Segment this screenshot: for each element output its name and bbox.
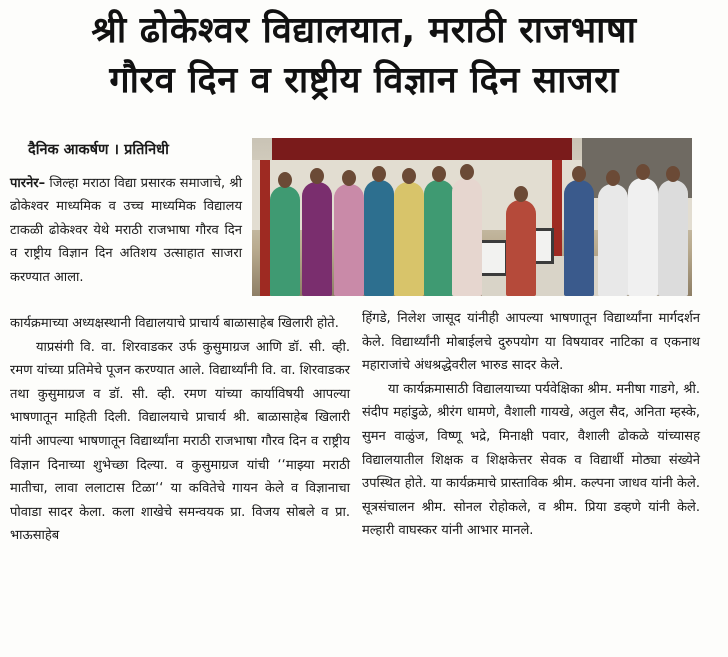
person xyxy=(424,180,454,296)
person-head xyxy=(310,168,324,184)
person-head xyxy=(342,170,356,186)
person xyxy=(506,200,536,296)
headline-line-1: श्री ढोकेश्वर विद्यालयात, मराठी राजभाषा xyxy=(91,10,637,51)
byline: दैनिक आकर्षण । प्रतिनिधी xyxy=(28,142,169,158)
right-body-column xyxy=(362,307,700,543)
person-head xyxy=(402,168,416,184)
person xyxy=(564,180,594,296)
intro-paragraph xyxy=(10,172,242,289)
attendance-paragraph: या कार्यक्रमासाठी विद्यालयाच्या पर्यवेक्षिका श्रीम. मनीषा गाडगे, श्री. संदीप महांडुळे, श्रीरंग धामणे, वैशाली गायखे, अतुल सैद, अनिता म्हस्के, सुमन वाळुंज, विष्णू भद्रे, मिनाक्षी पवार, वैशाली ढोकळे यांच्यासह विद्यालयातील शिक्षक व शिक्षकेत्तर सेवक व विद्यार्थी मोठ्या संख्येने उपस्थित होते. या कार्यक्रमाचे प्रास्ताविक श्रीम. कल्पना जाधव यांनी केले. सूत्रसंचालन श्रीम. सोनल रोहोकले, व श्रीम. प्रिया डव्हणे यांनी केले. मल्हारी वाघस्कर यांनी आभार मानले. xyxy=(362,381,700,539)
person xyxy=(364,180,394,296)
person-head xyxy=(432,166,446,182)
person-head xyxy=(372,166,386,182)
person-head xyxy=(666,166,680,182)
dateline: पारनेर– xyxy=(10,176,46,191)
person xyxy=(598,184,628,296)
person xyxy=(270,186,300,296)
tribute-paragraph: याप्रसंगी वि. वा. शिरवाडकर उर्फ कुसुमाग्रज आणि डॉ. सी. व्ही. रमण यांच्या प्रतिमेचे पूजन करण्यात आले. विद्यार्थ्यांनी वि. वा. शिरवाडकर तथा कुसुमाग्रज व डॉ. सी. व्ही. रमण यांच्या कार्याविषयी आपल्या भाषणातून माहिती दिली. विद्यालयाचे प्राचार्य श्री. बाळासाहेब खिलारी यांनी आपल्या भाषणातून विद्यार्थ्यांना मराठी राजभाषा गौरव दिन व राष्ट्रीय विज्ञान दिनाच्या शुभेच्छा दिल्या. व कुसुमाग्रज यांची ‘‘माझ्या मराठी मातीचा, लावा ललाटास टिळा‘‘ या कवितेचे गायन केले व विज्ञानाचा पोवाडा सादर केला. कला शाखेचे समन्वयक प्रा. विजय सोबले व प्रा. भाऊसाहेब xyxy=(10,339,350,544)
headline-line-2: गौरव दिन व राष्ट्रीय विज्ञान दिन साजरा xyxy=(109,60,619,101)
person xyxy=(658,180,688,296)
photo-banner xyxy=(272,138,572,160)
person-head xyxy=(606,170,620,186)
left-body-column xyxy=(10,312,350,548)
person xyxy=(452,178,482,296)
person-head xyxy=(278,172,292,188)
person-head xyxy=(460,164,474,180)
person xyxy=(394,182,424,296)
person xyxy=(302,182,332,296)
guidance-paragraph: हिंगडे, निलेश जासूद यांनीही आपल्या भाषणातून विद्यार्थ्यांना मार्गदर्शन केले. विद्यार्थ्यांनी मोबाईलचे दुरुपयोग या विषयावर नाटिका व एकनाथ महाराजांचे अंधश्रद्धेवरील भारुड सादर केले. xyxy=(362,311,700,374)
person-head xyxy=(514,186,528,202)
chairman-paragraph: कार्यक्रमाच्या अध्यक्षस्थानी विद्यालयाचे प्राचार्य बाळासाहेब खिलारी होते. xyxy=(10,316,339,331)
person xyxy=(334,184,364,296)
headline xyxy=(0,6,728,106)
intro-column xyxy=(10,172,242,289)
person-head xyxy=(636,164,650,180)
photo-pillar xyxy=(260,160,270,296)
event-photo xyxy=(252,138,692,296)
person-head xyxy=(572,166,586,182)
intro-text: जिल्हा मराठा विद्या प्रसारक समाजाचे, श्री ढोकेश्वर माध्यमिक व उच्च माध्यमिक विद्यालय टाकळी ढोकेश्वर येथे मराठी राजभाषा गौरव दिन व राष्ट्रीय विज्ञान दिन अतिशय उत्साहात साजरा करण्यात आला. xyxy=(10,176,242,285)
person xyxy=(628,178,658,296)
